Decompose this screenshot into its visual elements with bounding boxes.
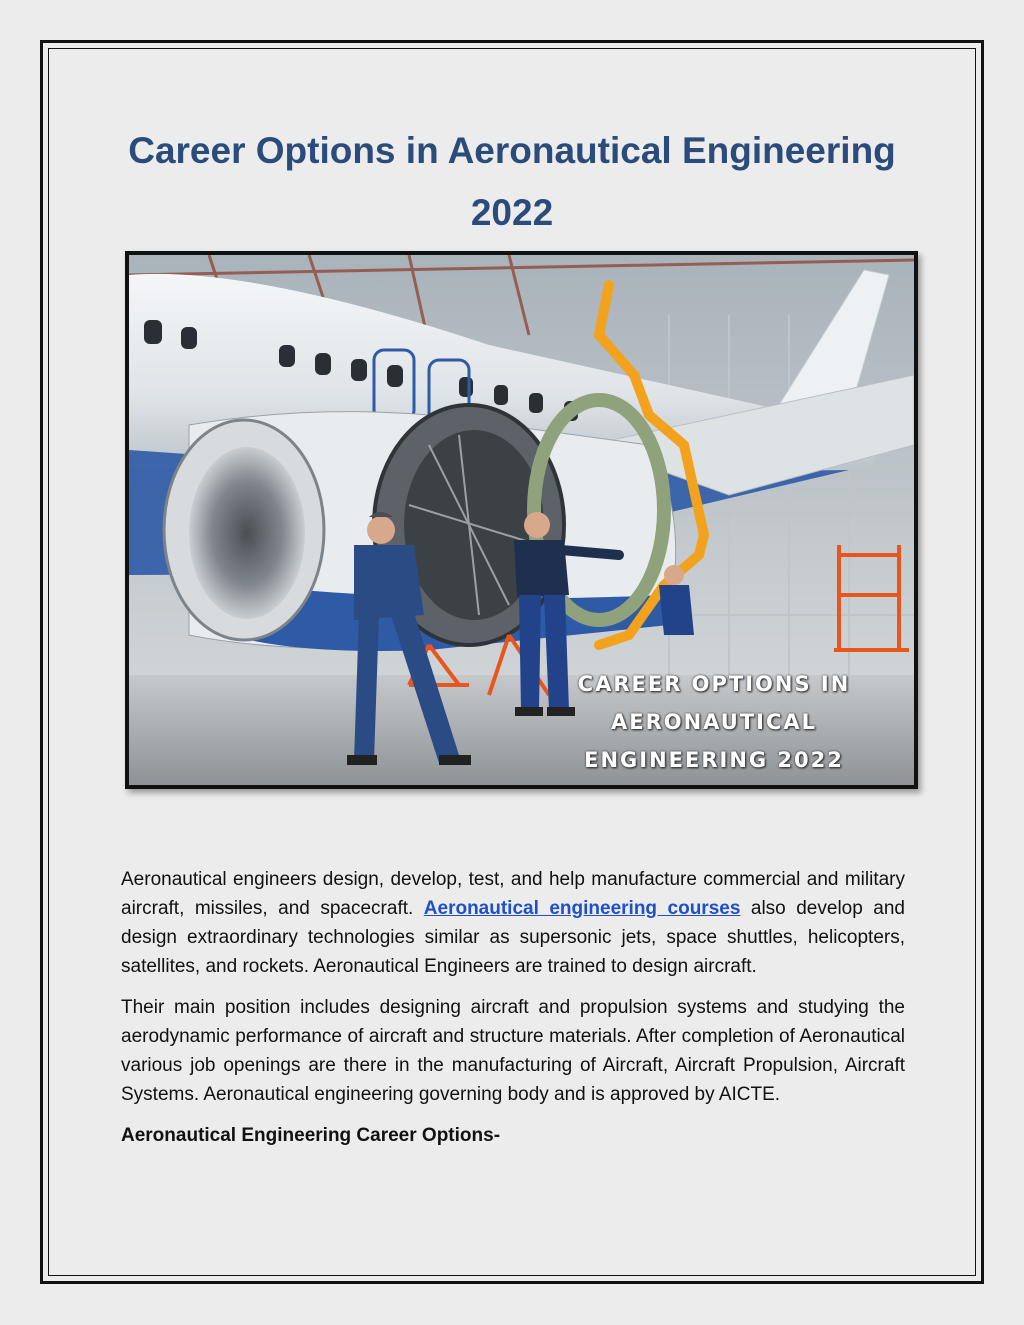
hero-caption-line-3: ENGINEERING 2022 [584, 748, 844, 772]
article-body [121, 865, 905, 1162]
section-subheading: Aeronautical Engineering Career Options- [121, 1125, 501, 1146]
hero-caption [544, 665, 884, 779]
hero-caption-line-1: CAREER OPTIONS IN [577, 672, 851, 696]
paragraph-intro-text-2: also develop and design extraordinary technologies similar as supersonic jets, space shuttles, helicopters, satellites, and rockets. Aeronautical Engineers are trained to design aircraft. [121, 898, 905, 977]
hero-image [125, 251, 918, 789]
page-title [0, 120, 1024, 244]
paragraph-role: Their main position includes designing aircraft and propulsion systems and studying the aerodynamic performance of aircraft and structure materials. After completion of Aeronautical various job openings are there in the manufacturing of Aircraft, Aircraft Propulsion, Aircraft Systems. Aeronautical engineering governing body and is approved by AICTE. [121, 997, 905, 1105]
paragraph-intro [121, 865, 905, 981]
page-title-line-1: Career Options in Aeronautical Engineering [128, 130, 896, 171]
courses-link[interactable]: Aeronautical engineering courses [423, 898, 741, 919]
paragraph-intro-text-1: Aeronautical engineers design, develop, test, and help manufacture commercial and military aircraft, missiles, and spacecraft. [121, 869, 905, 919]
page-title-line-2: 2022 [470, 192, 554, 233]
hero-caption-line-2: AERONAUTICAL [610, 710, 818, 734]
